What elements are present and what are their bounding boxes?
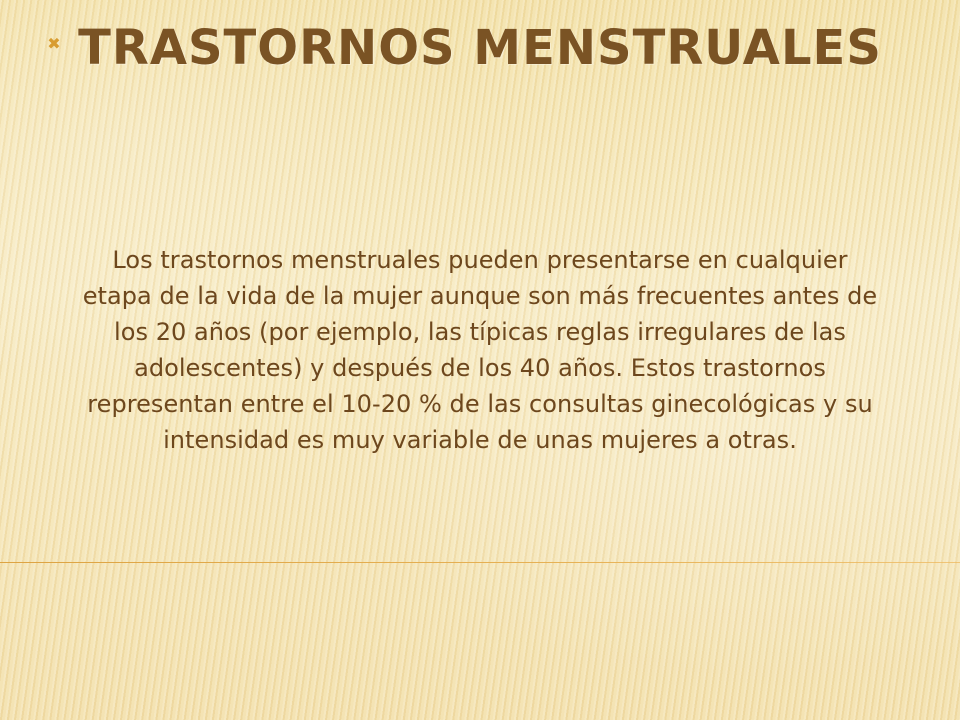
- title-container: [0, 22, 960, 75]
- x-mark-icon: ✖: [47, 34, 61, 53]
- body-paragraph: Los trastornos menstruales pueden presentarse en cualquier etapa de la vida de la mujer aunque son más frecuentes antes de los 20 años (por ejemplo, las típicas reglas irregulares de las adolescentes) y después de los 40 años. Estos trastornos representan entre el 10-20 % de las consultas ginecológicas y su intensidad es muy variable de unas mujeres a otras.: [82, 246, 878, 454]
- horizontal-divider: [0, 562, 960, 563]
- slide-title: TRASTORNOS MENSTRUALES: [78, 20, 882, 76]
